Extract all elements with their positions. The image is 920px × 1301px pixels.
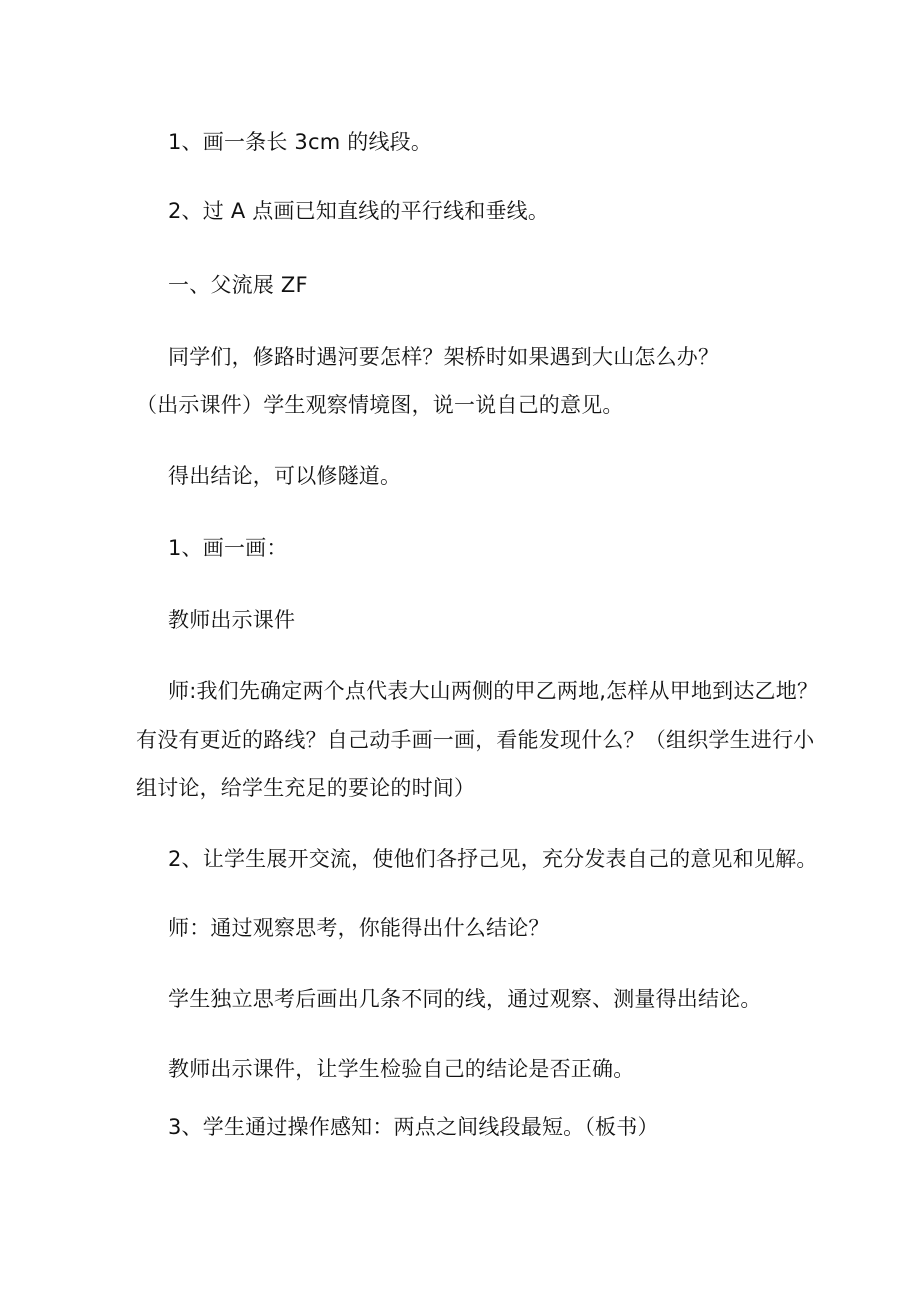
teacher-courseware: 教师出示课件 (168, 608, 296, 632)
teacher-question-line-1: 师:我们先确定两个点代表大山两侧的甲乙两地,怎样从甲地到达乙地？ (168, 679, 819, 703)
intro-question-line-2: （出示课件）学生观察情境图，说一说自己的意见。 (136, 393, 624, 417)
teacher-ask-conclusion: 师：通过观察思考，你能得出什么结论？ (168, 916, 550, 940)
section-heading: 一、父流展 ZF (168, 273, 308, 297)
conclusion-tunnel: 得出结论，可以修隧道。 (168, 464, 402, 488)
item-draw-segment: 1、画一条长 3cm 的线段。 (168, 130, 433, 154)
step-shortest: 3、学生通过操作感知：两点之间线段最短。（板书） (168, 1115, 659, 1139)
student-measure: 学生独立思考后画出几条不同的线，通过观察、测量得出结论。 (168, 987, 762, 1011)
intro-question-line-1: 同学们，修路时遇河要怎样？架桥时如果遇到大山怎么办？ (168, 345, 720, 369)
teacher-verify: 教师出示课件，让学生检验自己的结论是否正确。 (168, 1057, 635, 1081)
teacher-question-line-2: 有没有更近的路线？自己动手画一画，看能发现什么？（组织学生进行小 (136, 728, 815, 752)
step-draw: 1、画一画： (168, 536, 288, 560)
teacher-question-line-3: 组讨论，给学生充足的要论的时间） (136, 776, 476, 800)
step-exchange: 2、让学生展开交流，使他们各抒己见，充分发表自己的意见和见解。 (168, 847, 818, 871)
item-draw-parallel: 2、过 A 点画已知直线的平行线和垂线。 (168, 199, 550, 223)
